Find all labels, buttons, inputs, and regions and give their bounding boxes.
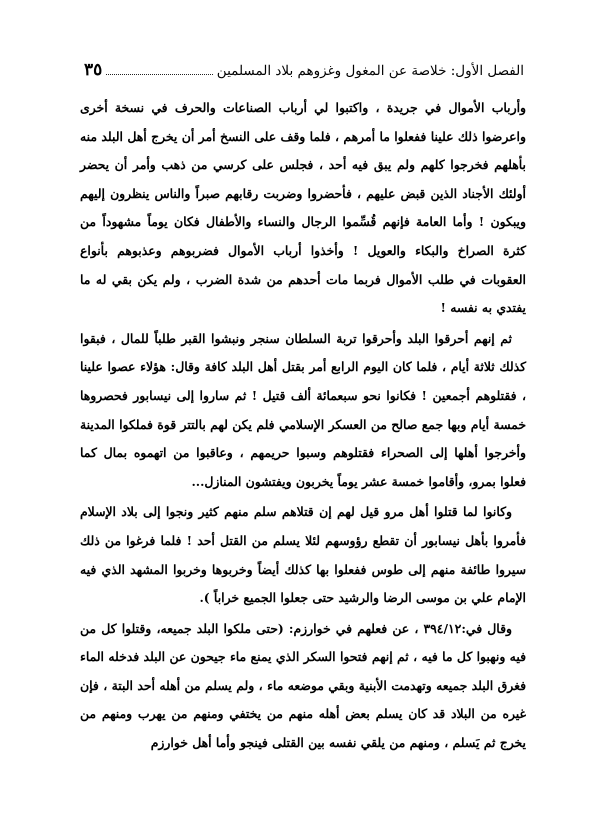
chapter-title: الفصل الأول: خلاصة عن المغول وغزوهم بلاد المسلمين xyxy=(216,63,524,79)
body-text xyxy=(80,94,526,758)
page-number: ٣٥ xyxy=(84,60,103,80)
paragraph: وكانوا لما قتلوا أهل مرو قيل لهم إن قتلاهم سلم منهم كثير ونجوا إلى بلاد الإسلام فأمروا بأهل نيسابور أن تقطع رؤوسهم لئلا يسلم من القتل أحد ! فلما فرغوا من ذلك سيروا طائفة منهم إلى طوس ففعلوا بها كذلك أيضاً وخربوها وخربوا المشهد الذي فيه الإمام علي بن موسى الرضا والرشيد حتى جعلوا الجميع خراباً ). xyxy=(80,504,526,606)
paragraph: وأرباب الأموال في جريدة ، واكتبوا لي أرباب الصناعات والحرف في نسخة أخرى واعرضوا ذلك علينا ففعلوا ما أمرهم ، فلما وقف على النسخ أمر أن يخرج أهل البلد منه بأهلهم فخرجوا كلهم ولم يبق فيه أحد ، فجلس على كرسي من ذهب وأمر أن يحضر أولئك الأجناد الذين قبض عليهم ، فأحضروا وضربت رقابهم صبراً والناس ينظرون إليهم ويبكون ! وأما العامة فإنهم قُسِّموا الرجال والنساء والأطفال فكان يوماً مشهوداً من كثرة الصراخ والبكاء والعويل ! وأخذوا أرباب الأموال فضربوهم وعذبوهم بأنواع العقوبات في طلب الأموال فربما مات أحدهم من شدة الضرب ، ولم يكن بقي له ما يفتدي به نفسه ! xyxy=(80,100,526,316)
running-header xyxy=(84,60,524,82)
paragraph: ثم إنهم أحرقوا البلد وأحرقوا تربة السلطان سنجر ونبشوا القبر طلباً للمال ، فبقوا كذلك ثلاثة أيام ، فلما كان اليوم الرابع أمر بقتل أهل البلد كافة وقال: هؤلاء عصوا علينا ، فقتلوهم أجمعين ! فكانوا نحو سبعمائة ألف قتيل ! ثم ساروا إلى نيسابور فحصروها خمسة أيام وبها جمع صالح من العسكر الإسلامي فلم يكن لهم بالتتر قوة فملكوا المدينة وأخرجوا أهلها إلى الصحراء فقتلوهم وسبوا حريمهم ، وعاقبوا من اتهموه بمال كما فعلوا بمرو، وأقاموا خمسة عشر يوماً يخربون ويفتشون المنازل... xyxy=(80,330,526,489)
paragraph: وقال في:٣٩٤/١٢ ، عن فعلهم في خوارزم: (حتى ملكوا البلد جميعه، وقتلوا كل من فيه ونهبوا كل ما فيه ، ثم إنهم فتحوا السكر الذي يمنع ماء جيحون عن البلد فدخله الماء فغرق البلد جميعه وتهدمت الأبنية وبقي موضعه ماء ، ولم يسلم من أهله أحد البتة ، فإن غيره من البلاد قد كان يسلم بعض أهله منهم من يختفي ومنهم من يهرب ومنهم من يخرج ثم يَسلم ، ومنهم من يلقي نفسه بين القتلى فينجو وأما أهل خوارزم xyxy=(80,620,526,751)
header-dot-leader xyxy=(106,73,213,75)
